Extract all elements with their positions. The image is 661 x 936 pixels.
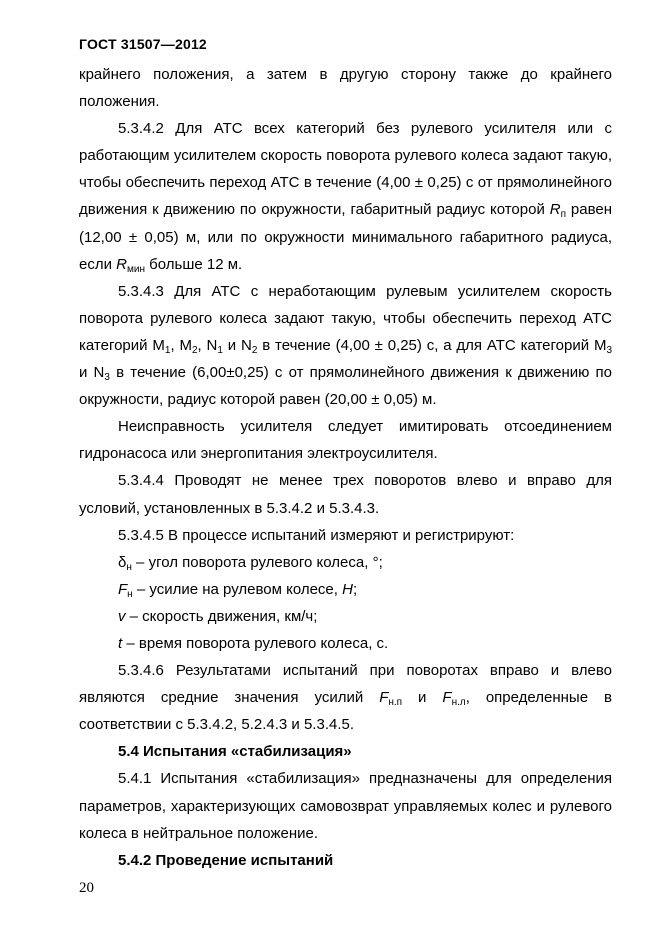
- subscript: 1: [217, 344, 223, 356]
- paragraph-5-3-4-6: [79, 657, 612, 738]
- section-heading-5-4: 5.4 Испытания «стабилизация»: [118, 743, 352, 761]
- text-run: , N: [197, 336, 218, 354]
- symbol-f-nl: F: [442, 689, 452, 707]
- text-run: равен (12,00 ± 0,05) м, или по окружности минимального габаритного радиуса, если: [79, 201, 613, 273]
- text-run: и N: [222, 336, 252, 354]
- text-run: и N: [79, 364, 105, 382]
- subscript: 1: [164, 344, 171, 356]
- page-number: 20: [79, 880, 94, 896]
- standard-header: ГОСТ 31507—2012: [79, 36, 207, 52]
- symbol-f-np: F: [379, 689, 389, 707]
- text-run: – угол поворота рулевого колеса, °;: [131, 553, 383, 571]
- symbol-f: F: [118, 580, 128, 598]
- symbol-delta: δ: [118, 553, 127, 571]
- list-item-steering-force: [79, 576, 612, 603]
- subscript: мин: [127, 263, 145, 275]
- unit-n: Н: [342, 580, 353, 598]
- subscript: н.л: [451, 697, 466, 709]
- paragraph-5-3-4-4: 5.3.4.4 Проводят не менее трех поворотов влево и вправо для условий, установленных в 5.3.4.2 и 5.3.4.3.: [79, 472, 612, 517]
- paragraph-malfunction: Неисправность усилителя следует имитировать отсоединением гидронасоса или энергопитания электроусилителя.: [79, 418, 612, 463]
- subscript: 3: [104, 372, 110, 384]
- subscript: п: [560, 209, 566, 221]
- text-run: – скорость движения, км/ч;: [125, 607, 318, 625]
- text-run: ;: [352, 580, 358, 598]
- text-run: 5.3.4.6 Результатами испытаний при поворотах вправо и влево являются средние значения усилий: [79, 662, 612, 707]
- text-run: в течение (6,00±0,25) с от прямолинейного движения к движению по окружности, радиус которой равен (20,00 ± 0,05) м.: [79, 364, 612, 409]
- text-run: 5.3.4.3 Для АТС с неработающим рулевым усилителем скорость поворота рулевого колеса задают такую, чтобы обеспечить переход АТС категорий М: [79, 282, 612, 354]
- list-item-time: [79, 630, 612, 657]
- subscript: 2: [191, 344, 198, 356]
- text-run: больше 12 м.: [144, 255, 243, 273]
- text-run: – время поворота рулевого колеса, с.: [122, 634, 389, 652]
- subscript: 3: [606, 344, 612, 356]
- subscript: н.п: [388, 697, 403, 709]
- text-run: и: [402, 689, 443, 707]
- section-heading-5-4-2: 5.4.2 Проведение испытаний: [118, 851, 334, 869]
- text-run: – усилие на рулевом колесе,: [132, 580, 343, 598]
- text-run: 5.3.4.2 Для АТС всех категорий без рулевого усилителя или с работающим усилителем скорость поворота рулевого колеса задают такую, чтобы обеспечить переход АТС в течение (4,00 ± 0,25) с от прямолинейного движения к движению по окружности, габаритный радиус которой: [79, 120, 612, 219]
- text-run: в течение (4,00 ± 0,25) с, а для АТС категорий М: [257, 336, 607, 354]
- list-item-speed: [79, 603, 612, 630]
- text-run: , определенные в соответствии с 5.3.4.2, 5.2.4.3 и 5.3.4.5.: [79, 689, 612, 734]
- symbol-t: t: [118, 634, 123, 652]
- paragraph-5-3-4-3: [79, 278, 612, 413]
- text-run: , М: [170, 336, 192, 354]
- symbol-r-min: R: [116, 255, 127, 273]
- paragraph-5-3-4-5: 5.3.4.5 В процессе испытаний измеряют и регистрируют:: [118, 526, 515, 544]
- subscript: 2: [251, 344, 258, 356]
- document-body: [79, 61, 612, 874]
- symbol-r: R: [549, 201, 561, 219]
- list-item-steering-angle: [79, 549, 612, 576]
- symbol-v: v: [118, 607, 126, 625]
- subscript: н: [126, 561, 132, 573]
- subscript: н: [127, 588, 133, 600]
- paragraph-5-4-1: 5.4.1 Испытания «стабилизация» предназначены для определения параметров, характеризующих самовозврат управляемых колес и рулевого колеса в нейтральное положение.: [79, 770, 612, 842]
- paragraph-continuation: крайнего положения, а затем в другую сторону также до крайнего положения.: [79, 66, 612, 111]
- paragraph-5-3-4-2: [79, 115, 612, 278]
